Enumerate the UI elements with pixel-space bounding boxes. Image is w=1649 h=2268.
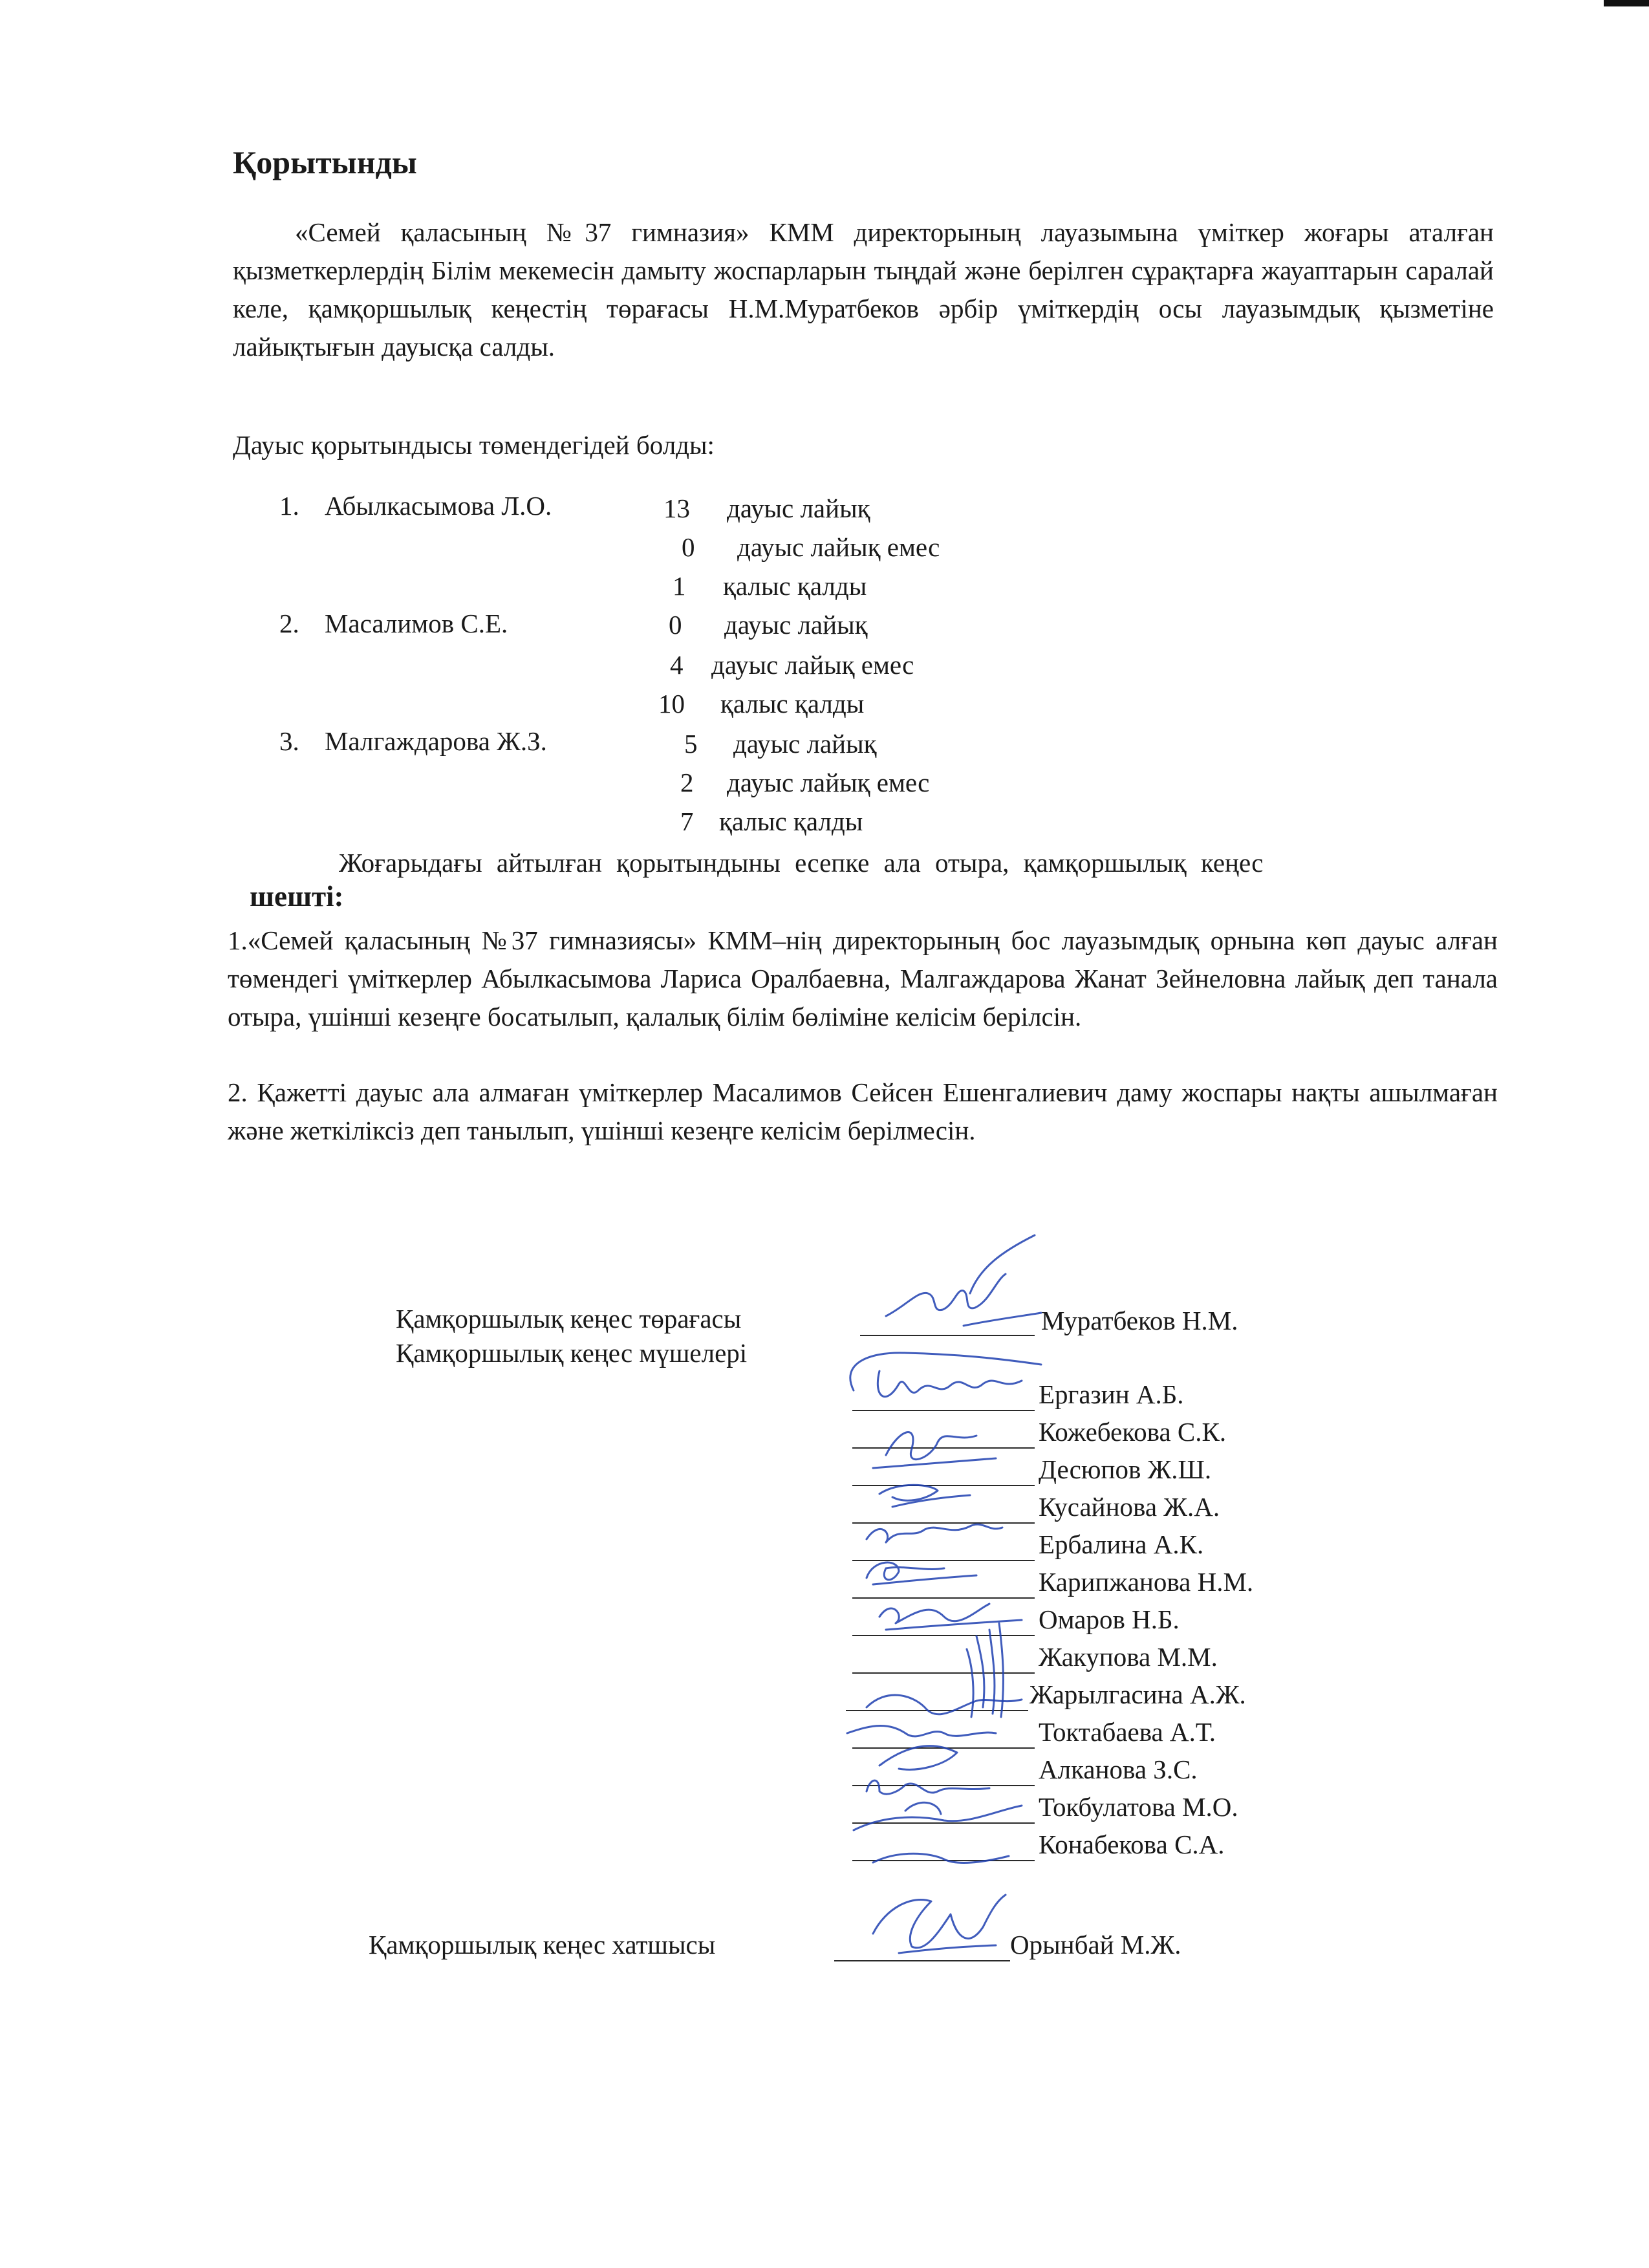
vote-label: дауыс лайық [727,493,870,523]
vote-count: 10 [658,689,685,718]
member-name: Карипжанова Н.М. [1039,1567,1254,1597]
vote-label: қалыс қалды [719,806,863,836]
members-label: Қамқоршылық кеңес мүшелері [396,1338,748,1368]
candidate-number: 2. [279,609,299,638]
vote-label: дауыс лайық емес [711,650,914,680]
member-name: Десюпов Ж.Ш. [1039,1454,1212,1484]
chair-label: Қамқоршылық кеңес төрағасы [396,1304,742,1334]
member-name: Токбулатова М.О. [1039,1792,1238,1822]
decision-item: 2. Қажетті дауыс ала алмаған үміткерлер Масалимов Сейсен Ешенгалиевич даму жоспары нақты ашылмаған және жеткіліксіз деп танылып, үшінші кезеңге келісім берілмесін. [228,1077,1498,1145]
member-name: Токтабаева А.Т. [1039,1717,1216,1747]
member-name: Кусайнова Ж.А. [1039,1492,1220,1522]
member-name: Алканова З.С. [1039,1755,1198,1784]
vote-label: қалыс қалды [720,689,865,718]
vote-count: 4 [670,650,684,680]
chair-signature [867,1229,1048,1339]
member-name: Жакупова М.М. [1039,1642,1218,1672]
vote-count: 0 [669,610,682,640]
candidate-number: 3. [279,726,299,756]
secretary-label: Қамқоршылық кеңес хатшысы [369,1930,716,1960]
member-name: Жарылгасина А.Ж. [1029,1679,1246,1709]
member-name: Ербалина А.К. [1039,1529,1204,1559]
intro-paragraph: «Семей қаласының №37 гимназия» КММ директорының лауазымына үміткер жоғары аталған қызметкерлердің Білім мекемесін дамыту жоспарларын тыңдай және берілген сұрақтарға жауаптарын саралай келе, қамқоршылық кеңестің төрағасы Н.М.Муратбеков әрбір үміткердің осы лауазымдық қызметіне лайықтығын дауысқа салды. [233,217,1494,362]
secretary-name: Орынбай М.Ж. [1010,1930,1181,1960]
member-name: Конабекова С.А. [1039,1830,1225,1859]
vote-count: 7 [680,806,694,836]
chair-name: Муратбеков Н.М. [1041,1306,1238,1335]
document-heading: Қорытынды [233,144,417,180]
secretary-signature [860,1875,1015,1966]
vote-label: дауыс лайық емес [737,532,940,562]
decision-lead-text: Жоғарыдағы айтылған қорытындыны есепке ала отыра, қамқоршылық кеңес [339,848,1264,878]
vote-count: 2 [680,768,694,797]
member-name: Кожебекова С.К. [1039,1417,1227,1447]
vote-count: 5 [684,729,698,759]
vote-count: 1 [673,571,686,601]
member-signatures [828,1345,1061,1875]
candidate-name: Малгаждарова Ж.З. [325,726,547,756]
vote-label: дауыс лайық емес [727,768,930,797]
decision-item: 1.«Семей қаласының №37 гимназиясы» КММ–нің директорының бос лауазымдық орнына көп дауыс алған төмендегі үміткерлер Абылкасымова Лариса Оралбаевна, Малгаждарова Жанат Зейнеловна лайық деп танала отыра, үшінші кезеңге босатылып, қалалық білім бөліміне келісім берілсін. [228,925,1498,1031]
vote-count: 13 [663,493,690,523]
candidate-name: Абылкасымова Л.О. [325,491,552,521]
vote-label: қалыс қалды [723,571,867,601]
vote-label: дауыс лайық [724,610,868,640]
candidate-name: Масалимов С.Е. [325,609,508,638]
member-name: Ергазин А.Б. [1039,1379,1184,1409]
candidate-number: 1. [279,491,299,521]
vote-count: 0 [682,532,695,562]
member-name: Омаров Н.Б. [1039,1604,1180,1634]
vote-label: дауыс лайық [733,729,877,759]
vote-summary-text: Дауыс қорытындысы төмендегідей болды: [233,430,715,460]
decision-title: шешті: [250,880,344,913]
